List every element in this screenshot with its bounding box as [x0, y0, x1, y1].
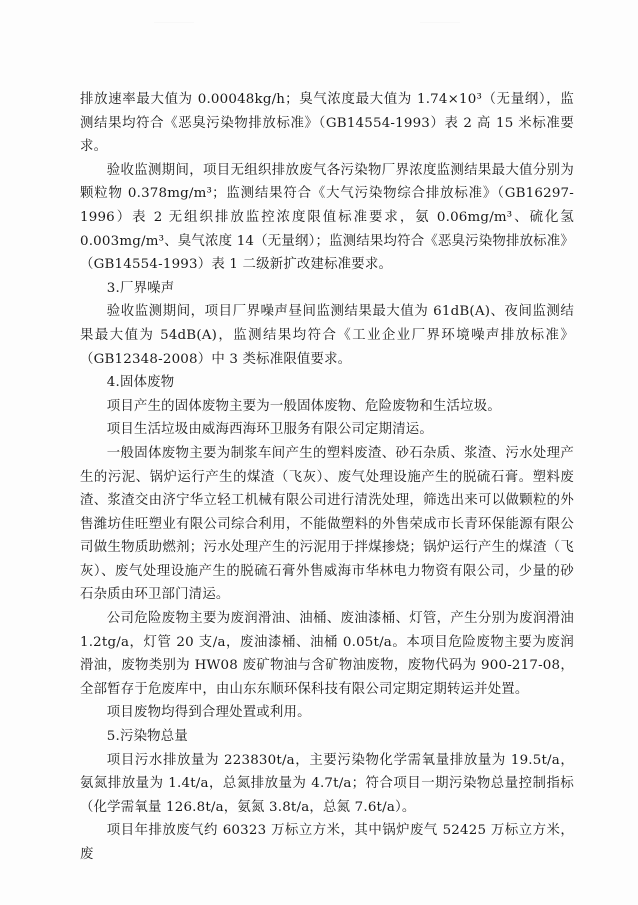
paragraph-waste-disposal: 项目废物均得到合理处置或利用。	[106, 705, 311, 721]
section-heading-total-pollutants: 5.污染物总量	[106, 729, 188, 745]
paragraph-wastewater-total: 项目污水排放量为 223830t/a，主要污染物化学需氧量排放量为 19.5t/a，氨氮排放量为 1.4t/a，总氮排放量为 4.7t/a；符合项目一期污染物总量控制指标（化学需氧量 126.8t/a，氨氮 3.8t/a，总氮 7.6t/a）。	[80, 752, 574, 815]
section-heading-solid-waste: 4.固体废物	[106, 375, 175, 391]
paragraph-hazardous-waste: 公司危险废物主要为废润滑油、油桶、废油漆桶、灯管，产生分别为废润滑油 1.2tg/a，灯管 20 支/a，废油漆桶、油桶 0.05t/a。本项目危险废物主要为废润滑油，废物类别为 HW08 废矿物油与含矿物油废物，废物代码为 900-217-08，全部暂存于危废库中，由山东东顺环保科技有限公司定期定期转运并处置。	[80, 611, 574, 697]
document-body	[80, 88, 574, 867]
top-stamp-mark	[420, 0, 460, 23]
paragraph-noise: 验收监测期间，项目厂界噪声昼间监测结果最大值为 61dB(A)、夜间监测结果最大值为 54dB(A)，监测结果均符合《工业企业厂界环境噪声排放标准》（GB12348-2008）中 3 类标准限值要求。	[80, 304, 574, 367]
paragraph-exhaust-total: 项目年排放废气约 60323 万标立方米，其中锅炉废气 52425 万标立方米，废	[80, 823, 574, 862]
paragraph-solid-waste-summary: 项目产生的固体废物主要为一般固体废物、危险废物和生活垃圾。	[106, 398, 501, 414]
paragraph-domestic-waste: 项目生活垃圾由威海西海环卫服务有限公司定期清运。	[106, 422, 433, 438]
paragraph-general-solid-waste: 一般固体废物主要为制浆车间产生的塑料废渣、砂石杂质、浆渣、污水处理产生的污泥、锅炉运行产生的煤渣（飞灰）、废气处理设施产生的脱硫石膏。塑料废渣、浆渣交由济宁华立轻工机械有限公司进行清洗处理，筛选出来可以做颗粒的外售潍坊佳旺塑业有限公司综合利用，不能做塑料的外售荣成市长青环保能源有限公司做生物质助燃剂；污水处理产生的污泥用于拌煤掺烧；锅炉运行产生的煤渣（飞灰）、废气处理设施产生的脱硫石膏外售威海市华林电力物资有限公司，少量的砂石杂质由环卫部门清运。	[80, 445, 574, 603]
section-heading-noise: 3.厂界噪声	[106, 280, 175, 296]
paragraph-continuation: 排放速率最大值为 0.00048kg/h；臭气浓度最大值为 1.74×10³（无量纲），监测结果均符合《恶臭污染物排放标准》（GB14554-1993）表 2 高 15 米标准要求。	[80, 92, 574, 155]
top-stamp-mark	[154, 0, 194, 23]
paragraph-unorganized-emission: 验收监测期间，项目无组织排放废气各污染物厂界浓度监测结果最大值分别为颗粒物 0.378mg/m³；监测结果符合《大气污染物综合排放标准》（GB16297-1996）表 2 无组织排放监控浓度限值标准要求，氨 0.06mg/m³、硫化氢 0.003mg/m³、臭气浓度 14（无量纲）；监测结果均符合《恶臭污染物排放标准》（GB14554-1993）表 1 二级新扩改建标准要求。	[80, 162, 574, 273]
